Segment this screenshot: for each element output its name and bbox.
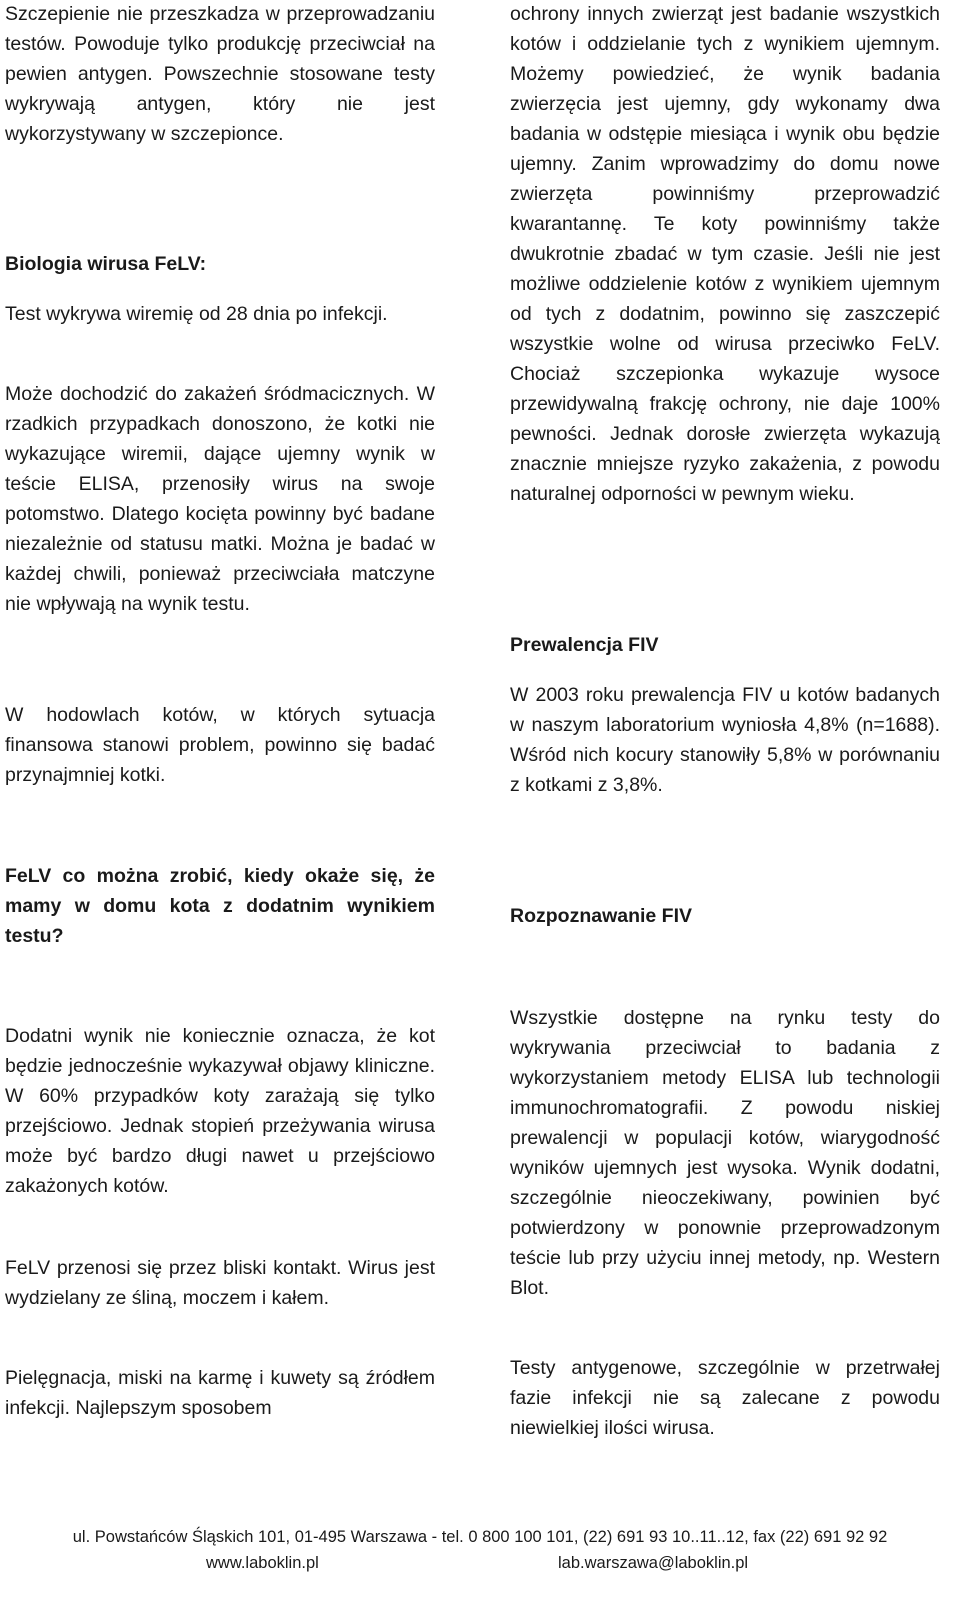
heading-felv-biology: Biologia wirusa FeLV:	[5, 253, 207, 275]
footer-address: ul. Powstańców Śląskich 101, 01-495 Warszawa - tel. 0 800 100 101, (22) 691 93 10..11..12, fax (22) 691 92 92	[72, 1528, 888, 1546]
footer-website-link[interactable]: www.laboklin.pl	[206, 1554, 319, 1572]
heading-positive-result: FeLV co można zrobić, kiedy okaże się, że mamy w domu kota z dodatnim wynikiem testu?	[5, 865, 435, 947]
paragraph-care-infection: Pielęgnacja, miski na karmę i kuwety są źródłem infekcji. Najlepszym sposobem	[5, 1367, 435, 1419]
footer	[0, 1524, 960, 1576]
paragraph-vaccination: Szczepienie nie przeszkadza w przeprowadzaniu testów. Powoduje tylko produkcję przeciwciał na pewien antygen. Powszechnie stosowane testy wykrywają antygen, który nie jest wykorzystywany w szczepionce.	[5, 3, 435, 145]
paragraph-test-viremia: Test wykrywa wiremię od 28 dnia po infekcji.	[5, 303, 388, 325]
footer-email-link[interactable]: lab.warszawa@laboklin.pl	[558, 1554, 749, 1572]
paragraph-fiv-prevalence: W 2003 roku prewalencja FIV u kotów badanych w naszym laboratorium wyniosła 4,8% (n=1688). Wśród nich kocury stanowiły 5,8% w porównaniu z kotkami z 3,8%.	[510, 684, 940, 796]
footer-contacts	[0, 1550, 960, 1576]
paragraph-antigen-tests: Testy antygenowe, szczególnie w przetrwałej fazie infekcji nie są zalecane z powodu niewielkiej ilości wirusa.	[510, 1357, 940, 1439]
paragraph-fiv-diagnosis: Wszystkie dostępne na rynku testy do wykrywania przeciwciał to badania z wykorzystaniem metody ELISA lub technologii immunochromatografii. Z powodu niskiej prewalencji w populacji kotów, wiarygodność wyników ujemnych jest wysoka. Wynik dodatni, szczególnie nieoczekiwany, powinien być potwierdzony w ponownie przeprowadzonym teście lub przy użyciu innej metody, np. Western Blot.	[510, 1007, 940, 1299]
paragraph-intrauterine-infection: Może dochodzić do zakażeń śródmacicznych. W rzadkich przypadkach donoszono, że kotki nie wykazujące wiremii, dające ujemny wynik w teście ELISA, przenosiły wirus na swoje potomstwo. Dlatego kocięta powinny być badane niezależnie od statusu matki. Można je badać w każdej chwili, ponieważ przeciwciała matczyne nie wpływają na wynik testu.	[5, 383, 435, 615]
paragraph-positive-result: Dodatni wynik nie koniecznie oznacza, że kot będzie jednocześnie wykazywał objawy kliniczne. W 60% przypadków koty zarażają się tylko przejściowo. Jednak stopień przeżywania wirusa może być bardzo długi nawet u przejściowo zakażonych kotów.	[5, 1025, 435, 1197]
paragraph-protection: ochrony innych zwierząt jest badanie wszystkich kotów i oddzielanie tych z wynikiem ujemnym. Możemy powiedzieć, że wynik badania zwierzęcia jest ujemny, gdy wykonamy dwa badania w odstępie miesiąca i wynik obu będzie ujemny. Zanim wprowadzimy do domu nowe zwierzęta powinniśmy przeprowadzić kwarantannę. Te koty powinniśmy także dwukrotnie zbadać w tym czasie. Jeśli nie jest możliwe oddzielenie kotów z wynikiem ujemnym od tych z dodatnim, powinno się zaszczepić wszystkie wolne od wirusa przeciwko FeLV. Chociaż szczepionka wykazuje wysoce przewidywalną frakcję ochrony, nie daje 100% pewności. Jednak dorosłe zwierzęta wykazują znacznie mniejsze ryzyko zakażenia, z powodu naturalnej odporności w pewnym wieku.	[510, 3, 940, 505]
heading-fiv-prevalence: Prewalencja FIV	[510, 634, 659, 656]
paragraph-transmission: FeLV przenosi się przez bliski kontakt. Wirus jest wydzielany ze śliną, moczem i kałem.	[5, 1257, 435, 1309]
paragraph-breeding: W hodowlach kotów, w których sytuacja finansowa stanowi problem, powinno się badać przynajmniej kotki.	[5, 704, 435, 786]
heading-fiv-diagnosis: Rozpoznawanie FIV	[510, 905, 693, 927]
